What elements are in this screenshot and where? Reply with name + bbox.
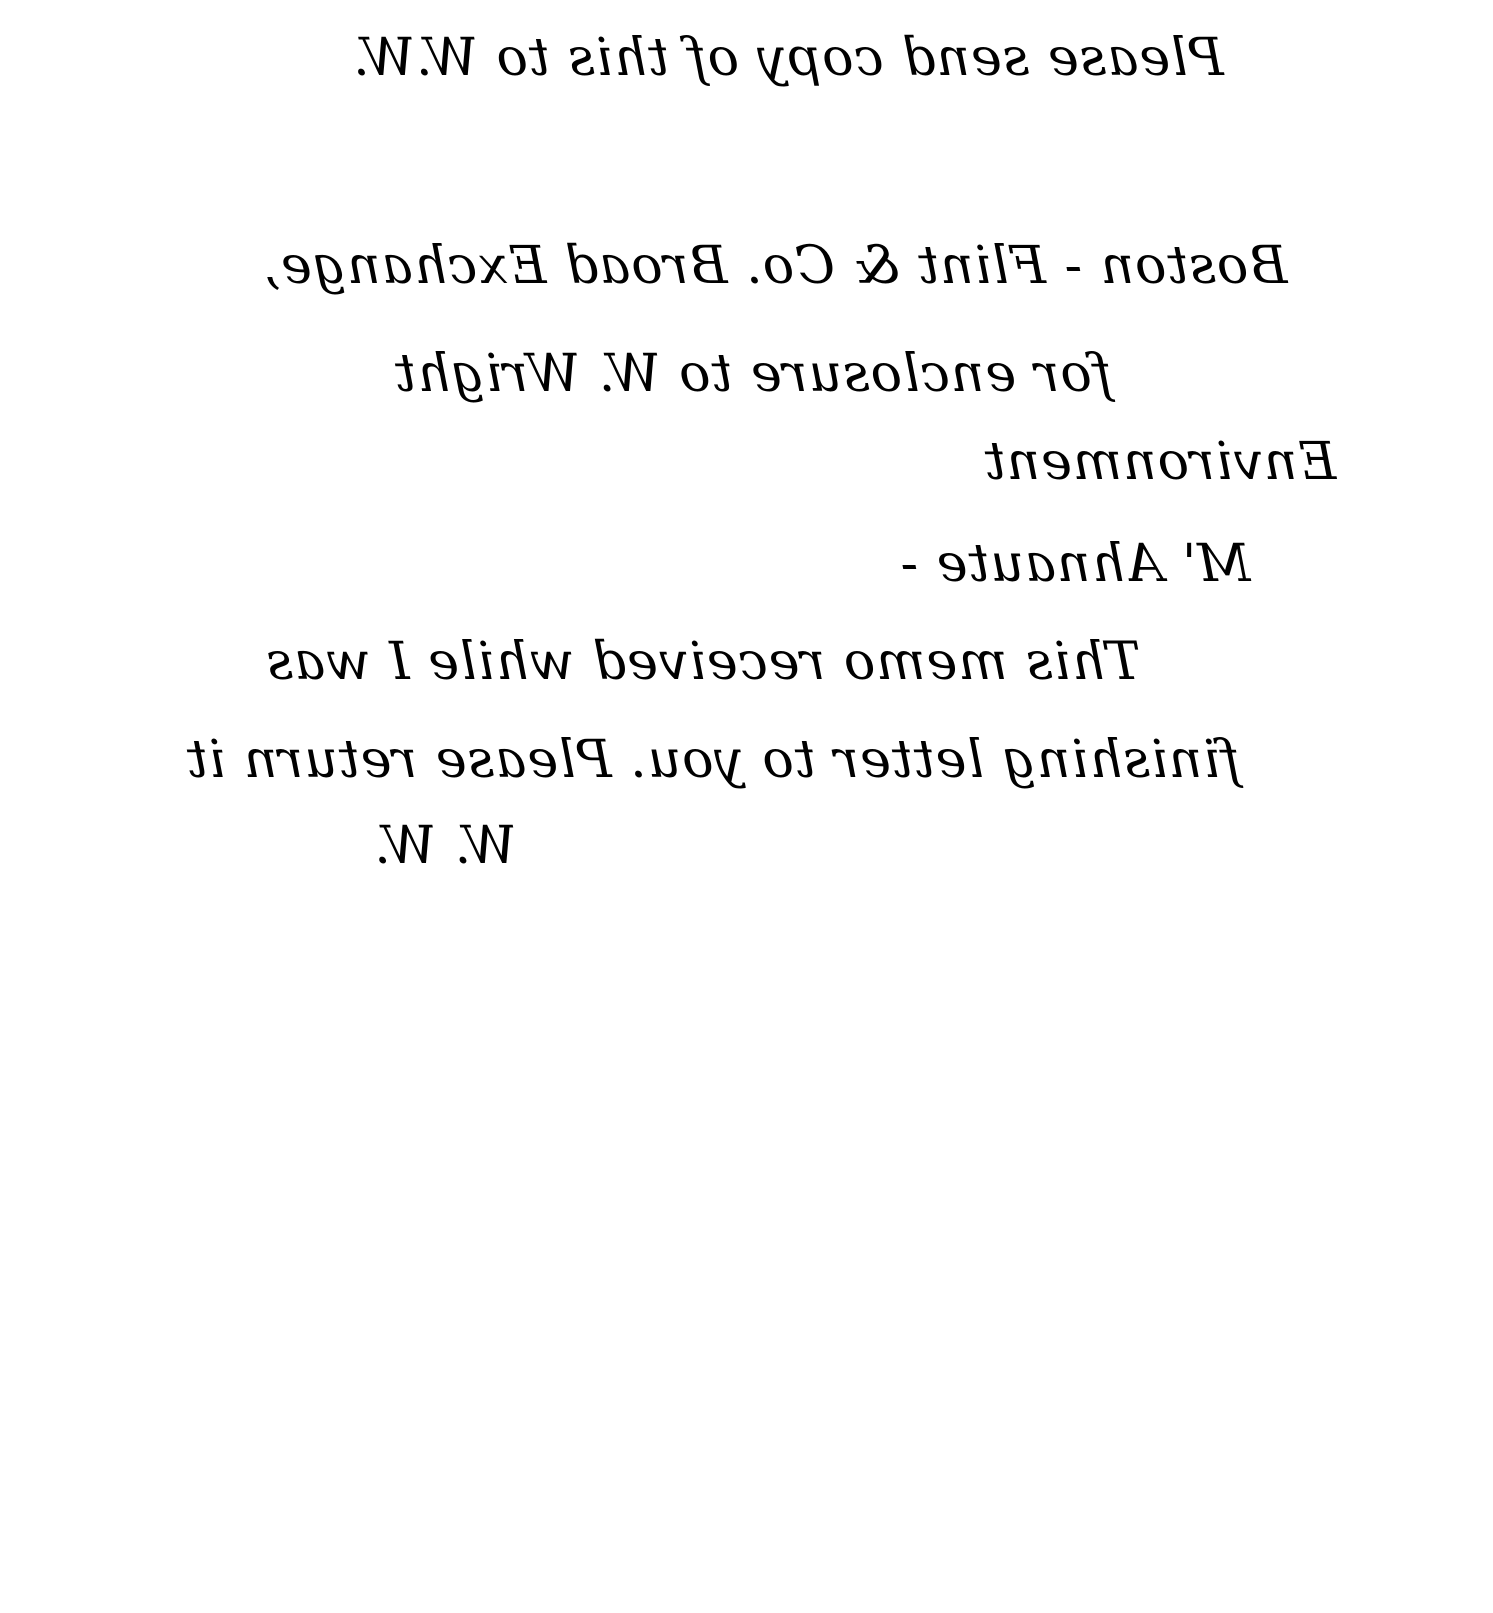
note-line-6: This memo received while I was — [265, 632, 1141, 692]
signature-initials: W. W. — [373, 816, 517, 876]
note-line-7: finishing letter to you. Please return it — [185, 730, 1241, 790]
note-line-3: for enclosure to W. Wright — [393, 344, 1113, 404]
note-line-5: M' Ahnaute - — [899, 534, 1251, 594]
note-line-4: Environment — [983, 432, 1337, 492]
note-line-2: Boston - Flint & Co. Broad Exchange, — [262, 236, 1288, 296]
note-line-1: Please send copy of this to W.W. — [352, 28, 1224, 88]
